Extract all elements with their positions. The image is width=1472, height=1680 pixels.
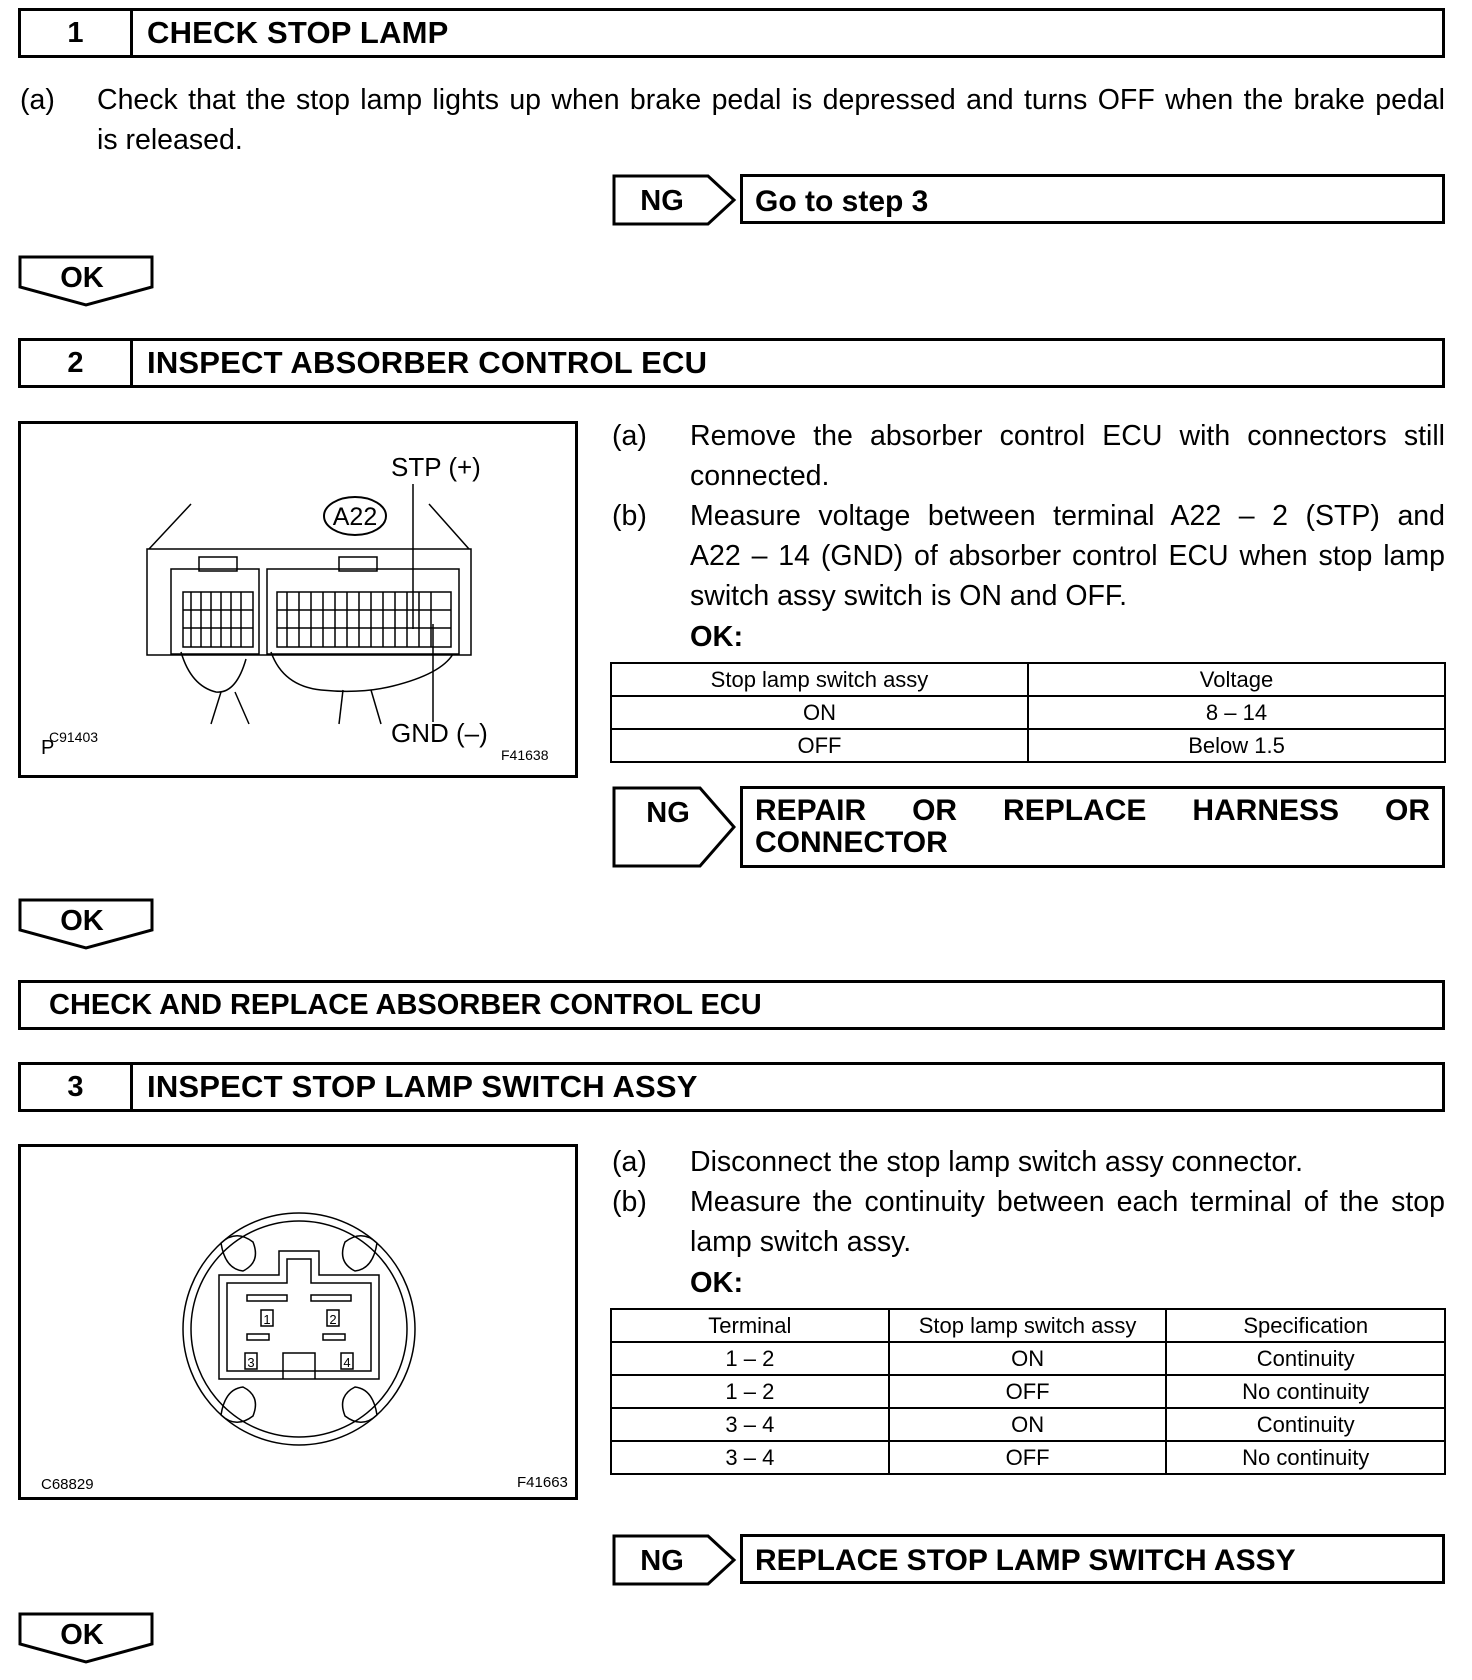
table-cell: OFF	[889, 1375, 1167, 1408]
ok-heading: OK:	[690, 1267, 744, 1299]
ok-label: OK	[60, 905, 104, 937]
replace-ecu-title: CHECK AND REPLACE ABSORBER CONTROL ECU	[49, 988, 762, 1021]
instruction-text: Check that the stop lamp lights up when brake pedal is depressed and turns OFF when the brake pedal	[97, 84, 1445, 116]
ng-arrow	[612, 174, 737, 226]
table-cell: 3 – 4	[611, 1408, 889, 1441]
ok-arrow	[18, 1612, 156, 1664]
table-cell: 1 – 2	[611, 1342, 889, 1375]
ng-label: NG	[646, 797, 690, 829]
step-3-header	[18, 1062, 1445, 1112]
ng-result-box	[740, 1534, 1445, 1584]
ng-label: NG	[640, 1545, 684, 1577]
step-1-header	[18, 8, 1445, 58]
switch-connector-figure	[18, 1144, 578, 1500]
table-row	[611, 1408, 1445, 1441]
ng-arrow	[612, 1534, 737, 1586]
table-cell: OFF	[889, 1441, 1167, 1474]
ok-label: OK	[60, 262, 104, 294]
step-number: 2	[21, 341, 133, 385]
terminal-2-label: 2	[329, 1312, 337, 1327]
table-header: Terminal	[611, 1309, 889, 1342]
table-header: Stop lamp switch assy	[889, 1309, 1167, 1342]
ng-action-cont: CONNECTOR	[755, 826, 948, 859]
table-row	[611, 729, 1445, 762]
instruction-text-cont: switch assy switch is ON and OFF.	[690, 580, 1128, 612]
table-cell: OFF	[611, 729, 1028, 762]
instruction-label: (a)	[612, 420, 647, 452]
ng-label: NG	[640, 185, 684, 217]
instruction-label: (b)	[612, 500, 647, 532]
instruction-label: (a)	[612, 1146, 647, 1178]
ng-arrow	[612, 786, 737, 868]
replace-ecu-box	[18, 980, 1445, 1030]
table-cell: ON	[889, 1408, 1167, 1441]
table-header-row	[611, 663, 1445, 696]
table-row	[611, 696, 1445, 729]
ng-action: REPLACE STOP LAMP SWITCH ASSY	[755, 1544, 1296, 1577]
figure-code-prefix: P	[41, 737, 55, 759]
table-row	[611, 1375, 1445, 1408]
table-header: Stop lamp switch assy	[611, 663, 1028, 696]
ecu-connector-figure	[18, 421, 578, 778]
ok-heading: OK:	[690, 621, 744, 653]
instruction-text-cont: lamp switch assy.	[690, 1226, 912, 1258]
step-number: 1	[21, 11, 133, 55]
table-row	[611, 1441, 1445, 1474]
instruction-label: (b)	[612, 1186, 647, 1218]
ng-action: REPAIR OR REPLACE HARNESS OR	[755, 794, 1430, 827]
table-header: Voltage	[1028, 663, 1445, 696]
ok-label: OK	[60, 1619, 104, 1651]
ecu-connector-diagram	[21, 424, 575, 775]
ng-result-box	[740, 174, 1445, 224]
voltage-spec-table	[610, 662, 1446, 763]
table-row	[611, 1342, 1445, 1375]
instruction-text-cont: A22 – 14 (GND) of absorber control ECU when stop lamp	[690, 540, 1445, 572]
switch-connector-diagram	[21, 1147, 575, 1497]
instruction-text: Remove the absorber control ECU with connectors still	[690, 420, 1445, 452]
instruction-text: Measure voltage between terminal A22 – 2 (STP) and	[690, 500, 1445, 532]
table-cell: 8 – 14	[1028, 696, 1445, 729]
table-header: Specification	[1166, 1309, 1445, 1342]
step-number: 3	[21, 1065, 133, 1109]
figure-code-right: F41663	[517, 1474, 568, 1491]
table-cell: 1 – 2	[611, 1375, 889, 1408]
figure-code-left: C68829	[41, 1476, 94, 1493]
step-title: CHECK STOP LAMP	[147, 15, 449, 50]
figure-code-right: F41638	[501, 747, 549, 763]
stp-terminal-label: STP (+)	[391, 452, 481, 482]
terminal-3-label: 3	[247, 1355, 255, 1370]
ok-arrow	[18, 255, 156, 307]
instruction-label: (a)	[20, 84, 55, 116]
instruction-text-cont: connected.	[690, 460, 830, 492]
ng-result-box	[740, 786, 1445, 868]
table-cell: ON	[611, 696, 1028, 729]
step-title: INSPECT STOP LAMP SWITCH ASSY	[147, 1069, 698, 1104]
table-cell: Continuity	[1166, 1408, 1445, 1441]
continuity-spec-table	[610, 1308, 1446, 1475]
table-cell: ON	[889, 1342, 1167, 1375]
gnd-terminal-label: GND (–)	[391, 718, 488, 748]
table-cell: 3 – 4	[611, 1441, 889, 1474]
connector-label: A22	[332, 503, 378, 531]
terminal-4-label: 4	[343, 1355, 351, 1370]
terminal-1-label: 1	[263, 1312, 271, 1327]
figure-code-left: C91403	[49, 729, 99, 745]
instruction-text: Disconnect the stop lamp switch assy connector.	[690, 1146, 1304, 1178]
instruction-text: Measure the continuity between each terminal of the stop	[690, 1186, 1445, 1218]
table-cell: Below 1.5	[1028, 729, 1445, 762]
table-cell: No continuity	[1166, 1441, 1445, 1474]
step-title: INSPECT ABSORBER CONTROL ECU	[147, 345, 708, 380]
table-header-row	[611, 1309, 1445, 1342]
ng-action: Go to step 3	[755, 185, 929, 218]
step-2-header	[18, 338, 1445, 388]
instruction-text-cont: is released.	[97, 124, 243, 156]
ok-arrow	[18, 898, 156, 950]
table-cell: Continuity	[1166, 1342, 1445, 1375]
table-cell: No continuity	[1166, 1375, 1445, 1408]
